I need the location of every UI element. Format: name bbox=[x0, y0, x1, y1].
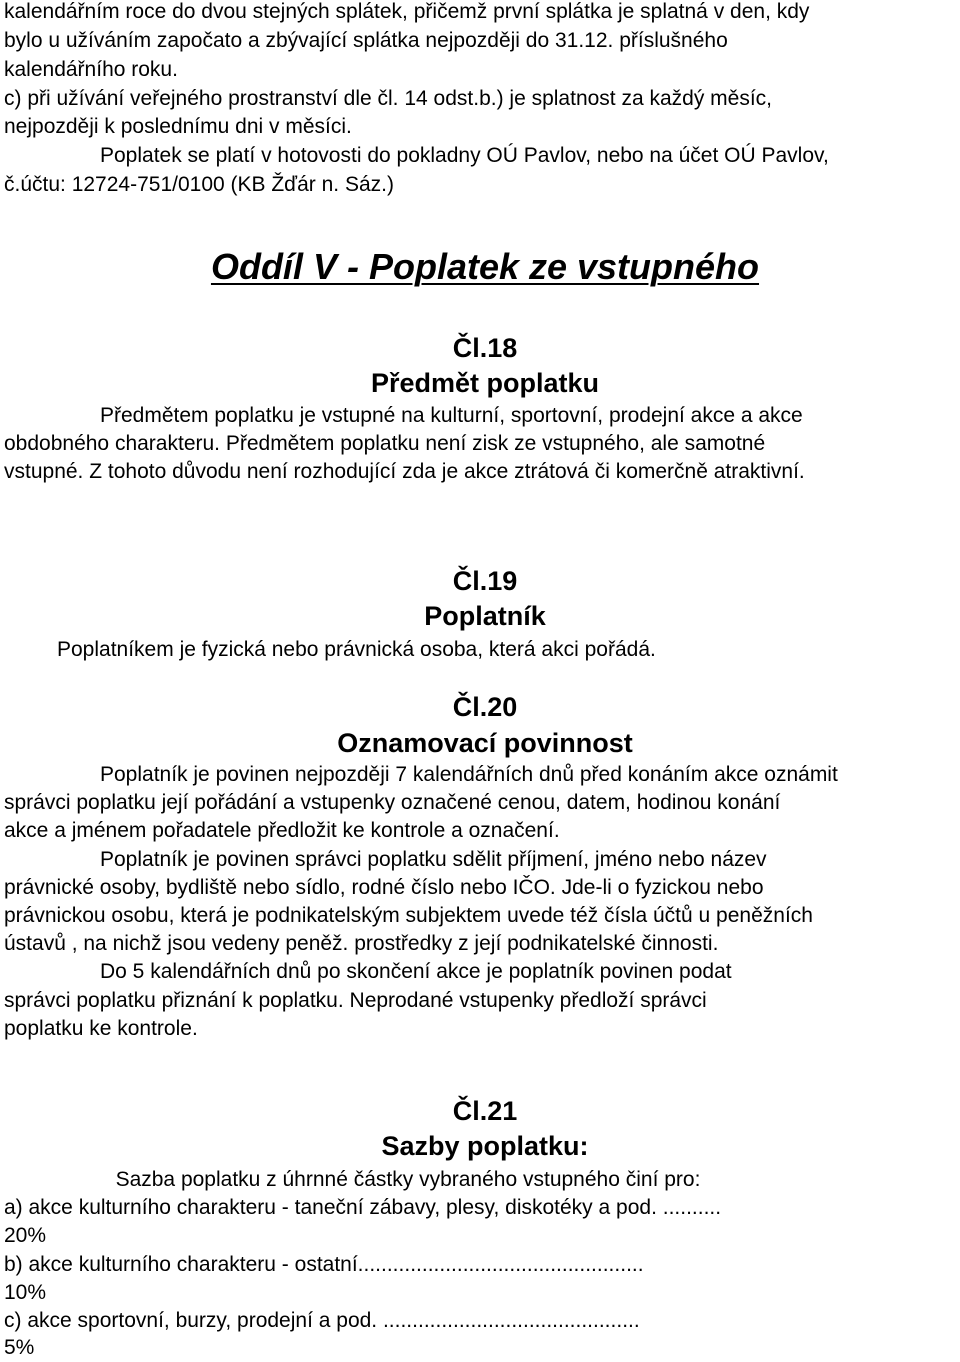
rate-item: c) akce sportovní, burzy, prodejní a pod. ............................................ bbox=[4, 1309, 640, 1332]
rate-item: a) akce kulturního charakteru - taneční zábavy, plesy, diskotéky a pod. .......... bbox=[4, 1196, 722, 1219]
rate-value: 10% bbox=[4, 1281, 47, 1304]
article-text-line: právnickou osobu, která je podnikatelským subjektem uvede též čísla účtů u peněžních bbox=[4, 904, 813, 927]
article-heading: Poplatník bbox=[424, 601, 546, 631]
section-title: Oddíl V - Poplatek ze vstupného bbox=[210, 246, 760, 287]
article-text-line: Sazba poplatku z úhrnné částky vybraného vstupného činí pro: bbox=[115, 1168, 701, 1191]
intro-line: Poplatek se platí v hotovosti do pokladny OÚ Pavlov, nebo na účet OÚ Pavlov, bbox=[100, 144, 829, 167]
rate-value: 5% bbox=[4, 1336, 35, 1359]
intro-line: c) při užívání veřejného prostranství dle čl. 14 odst.b.) je splatnost za každý měsíc, bbox=[4, 87, 773, 110]
article-text-line: Poplatník je povinen správci poplatku sdělit příjmení, jméno nebo název bbox=[100, 848, 767, 871]
article-text-line: Předmětem poplatku je vstupné na kulturní, sportovní, prodejní akce a akce bbox=[100, 404, 803, 427]
article-text-line: vstupné. Z tohoto důvodu není rozhodující zda je akce ztrátová či komerčně atraktivní. bbox=[4, 460, 805, 483]
article-heading: Oznamovací povinnost bbox=[337, 728, 633, 758]
article-number: Čl.21 bbox=[452, 1096, 518, 1126]
intro-line: č.účtu: 12724-751/0100 (KB Žďár n. Sáz.) bbox=[4, 173, 394, 196]
article-text-line: Do 5 kalendářních dnů po skončení akce je poplatník povinen podat bbox=[100, 960, 732, 983]
rate-item: b) akce kulturního charakteru - ostatní................................................. bbox=[4, 1253, 644, 1276]
article-number: Čl.19 bbox=[452, 566, 518, 596]
article-text-line: akce a jménem pořadatele předložit ke kontrole a označení. bbox=[4, 819, 560, 842]
article-heading: Předmět poplatku bbox=[370, 368, 600, 398]
article-text-line: Poplatníkem je fyzická nebo právnická osoba, která akci pořádá. bbox=[57, 638, 656, 661]
intro-line: kalendářního roku. bbox=[4, 58, 178, 81]
intro-line: nejpozději k poslednímu dni v měsíci. bbox=[4, 115, 352, 138]
article-number: Čl.20 bbox=[452, 692, 518, 722]
article-text-line: správci poplatku její pořádání a vstupenky označené cenou, datem, hodinou konání bbox=[4, 791, 781, 814]
article-text-line: Poplatník je povinen nejpozději 7 kalendářních dnů před konáním akce oznámit bbox=[100, 763, 838, 786]
article-text-line: poplatku ke kontrole. bbox=[4, 1017, 198, 1040]
article-text-line: obdobného charakteru. Předmětem poplatku není zisk ze vstupného, ale samotné bbox=[4, 432, 766, 455]
intro-line: kalendářním roce do dvou stejných splátek, přičemž první splátka je splatná v den, kdy bbox=[4, 0, 810, 23]
article-text-line: právnické osoby, bydliště nebo sídlo, rodné číslo nebo IČO. Jde-li o fyzickou nebo bbox=[4, 876, 764, 899]
article-number: Čl.18 bbox=[452, 333, 518, 363]
intro-line: bylo u užíváním započato a zbývající splátka nejpozději do 31.12. příslušného bbox=[4, 29, 728, 52]
article-text-line: správci poplatku přiznání k poplatku. Neprodané vstupenky předloží správci bbox=[4, 989, 707, 1012]
article-text-line: ústavů , na nichž jsou vedeny peněž. prostředky z její podnikatelské činnosti. bbox=[4, 932, 719, 955]
rate-value: 20% bbox=[4, 1224, 47, 1247]
article-heading: Sazby poplatku: bbox=[381, 1131, 589, 1161]
